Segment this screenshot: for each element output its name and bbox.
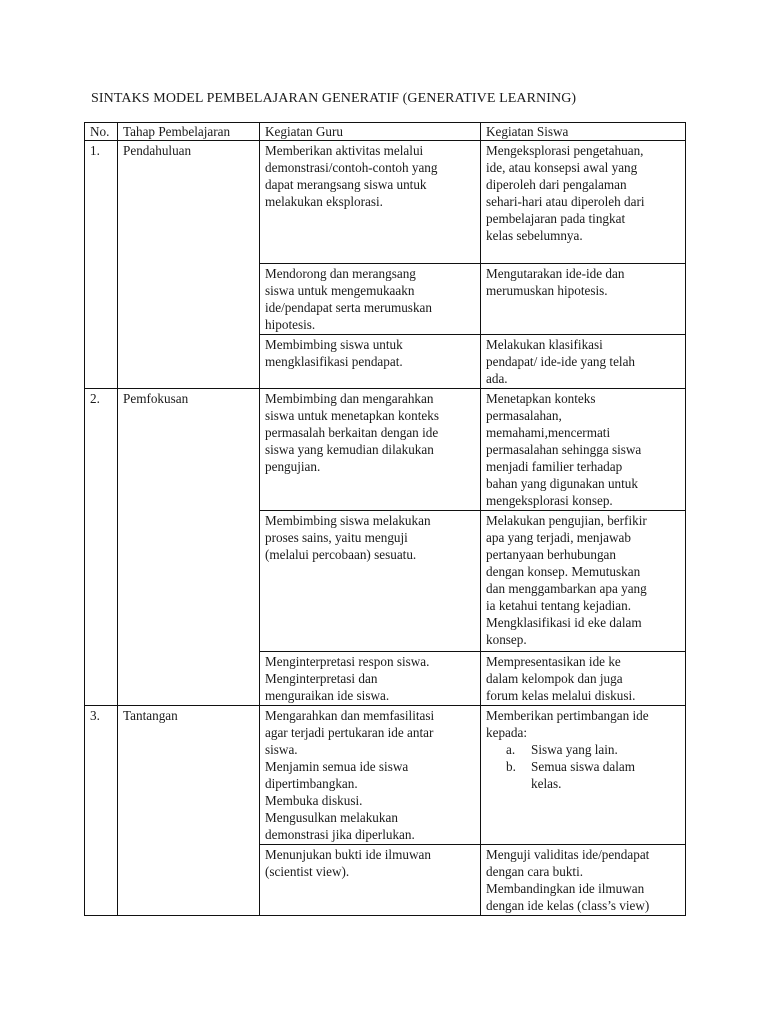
list-marker: a. bbox=[506, 742, 516, 757]
student-activity-cell: Melakukan pengujian, berfikir apa yang terjadi, menjawab pertanyaan berhubungan dengan konsep. Memutuskan dan menggambarkan apa yang ia ketahui tentang kejadian. Mengklasifikasi id eke dalam konsep. bbox=[481, 511, 686, 652]
student-activity-cell bbox=[481, 706, 686, 845]
row-number-cell: 2. bbox=[85, 389, 118, 706]
stage-name-cell: Tantangan bbox=[118, 706, 260, 916]
student-activity-cell: Menguji validitas ide/pendapat dengan cara bukti. Membandingkan ide ilmuwan dengan ide kelas (class’s view) bbox=[481, 845, 686, 916]
document-title: SINTAKS MODEL PEMBELAJARAN GENERATIF (GENERATIVE LEARNING) bbox=[91, 91, 577, 106]
table-header-row bbox=[85, 123, 686, 141]
header-tahap: Tahap Pembelajaran bbox=[118, 123, 260, 141]
header-no: No. bbox=[85, 123, 118, 141]
header-kegiatan-guru: Kegiatan Guru bbox=[260, 123, 481, 141]
student-activity-cell: Melakukan klasifikasi pendapat/ ide-ide yang telah ada. bbox=[481, 335, 686, 389]
teacher-activity-cell: Membimbing siswa untuk mengklasifikasi pendapat. bbox=[260, 335, 481, 389]
consideration-list bbox=[486, 741, 680, 792]
student-activity-cell: Mengutarakan ide-ide dan merumuskan hipotesis. bbox=[481, 264, 686, 335]
table-row bbox=[85, 389, 686, 511]
table-row bbox=[85, 706, 686, 845]
row-number-cell: 1. bbox=[85, 141, 118, 389]
teacher-activity-cell: Menunjukan bukti ide ilmuwan (scientist view). bbox=[260, 845, 481, 916]
student-activity-cell: Mengeksplorasi pengetahuan, ide, atau konsepsi awal yang diperoleh dari pengalaman sehari-hari atau diperoleh dari pembelajaran pada tingkat kelas sebelumnya. bbox=[481, 141, 686, 264]
list-item bbox=[486, 741, 680, 758]
teacher-activity-cell: Menginterpretasi respon siswa. Menginterpretasi dan menguraikan ide siswa. bbox=[260, 652, 481, 706]
stage-name-cell: Pendahuluan bbox=[118, 141, 260, 389]
teacher-activity-cell: Memberikan aktivitas melalui demonstrasi/contoh-contoh yang dapat merangsang siswa untuk melakukan eksplorasi. bbox=[260, 141, 481, 264]
teacher-activity-cell: Membimbing siswa melakukan proses sains, yaitu menguji (melalui percobaan) sesuatu. bbox=[260, 511, 481, 652]
student-activity-cell: Mempresentasikan ide ke dalam kelompok dan juga forum kelas melalui diskusi. bbox=[481, 652, 686, 706]
teacher-activity-cell: Membimbing dan mengarahkan siswa untuk menetapkan konteks permasalah berkaitan dengan ide siswa yang kemudian dilakukan pengujian. bbox=[260, 389, 481, 511]
row-number-cell: 3. bbox=[85, 706, 118, 916]
teacher-activity-cell: Mengarahkan dan memfasilitasi agar terjadi pertukaran ide antar siswa. Menjamin semua ide siswa dipertimbangkan. Membuka diskusi. Mengusulkan melakukan demonstrasi jika diperlukan. bbox=[260, 706, 481, 845]
stage-name-cell: Pemfokusan bbox=[118, 389, 260, 706]
list-item-text: Semua siswa dalam kelas. bbox=[531, 759, 636, 791]
list-item-text: Siswa yang lain. bbox=[531, 742, 618, 757]
header-kegiatan-siswa: Kegiatan Siswa bbox=[481, 123, 686, 141]
student-activity-cell: Menetapkan konteks permasalahan, memahami,mencermati permasalahan sehingga siswa menjadi familier terhadap bahan yang digunakan untuk mengeksplorasi konsep. bbox=[481, 389, 686, 511]
list-marker: b. bbox=[506, 759, 516, 774]
syntax-table bbox=[84, 122, 686, 916]
table-row bbox=[85, 141, 686, 264]
student-activity-intro: Memberikan pertimbangan ide kepada: bbox=[486, 708, 649, 740]
teacher-activity-cell: Mendorong dan merangsang siswa untuk mengemukaakn ide/pendapat serta merumuskan hipotesis. bbox=[260, 264, 481, 335]
list-item bbox=[486, 758, 680, 792]
